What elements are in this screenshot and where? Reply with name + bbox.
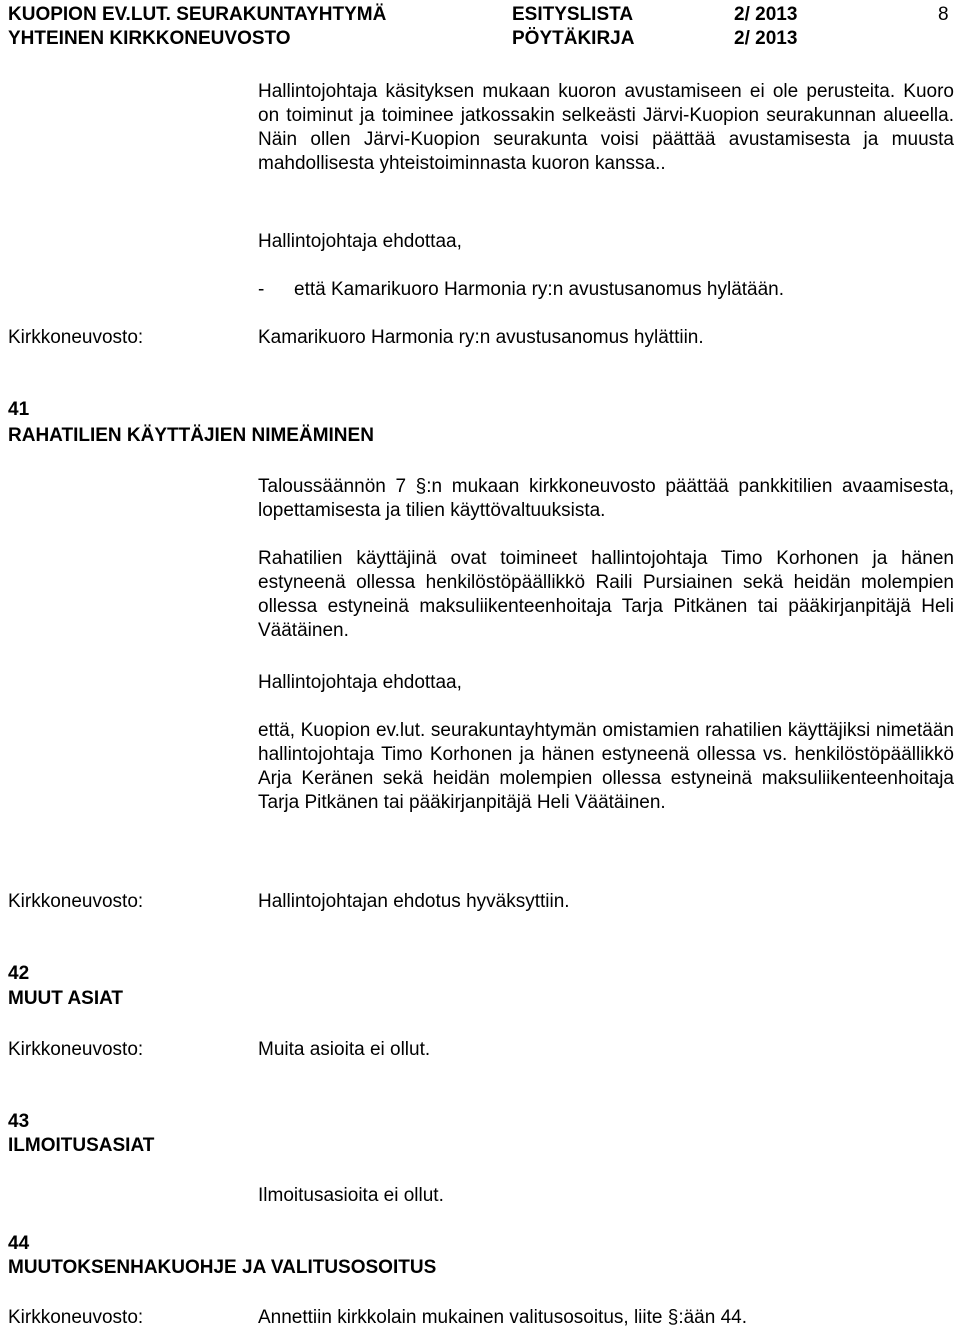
header-type-line2: PÖYTÄKIRJA [512,28,635,49]
intro-proposal [258,278,954,302]
section-41-proposal-intro: Hallintojohtaja ehdottaa, [258,672,462,693]
section-41-paragraph-2: Rahatilien käyttäjinä ovat toimineet hallintojohtaja Timo Korhonen ja hänen estyneenä ollessa henkilöstöpäällikkö Raili Pursiainen sekä heidän molempien ollessa estyneinä maksuliikenteenhoitaja Tarja Pitkänen tai pääkirjanpitäjä Heli Väätäinen. [258,548,954,641]
section-42-title: MUUT ASIAT [8,988,124,1009]
section-41-proposal-text: että, Kuopion ev.lut. seurakuntayhtymän omistamien rahatilien käyttäjiksi nimetään hallintojohtaja Timo Korhonen ja hänen estyneenä ollessa vs. henkilöstöpäällikkö Arja Keränen sekä heidän molempien ollessa estyneinä maksuliikenteenhoitaja Tarja Pitkänen tai pääkirjanpitäjä Heli Väätäinen. [258,720,954,813]
section-42-decision-text: Muita asioita ei ollut. [258,1039,431,1060]
section-41-title: RAHATILIEN KÄYTTÄJIEN NIMEÄMINEN [8,425,374,446]
header-type-line1: ESITYSLISTA [512,4,634,25]
section-42-number: 42 [8,963,30,984]
proposal-dash: - [258,279,265,300]
section-41-paragraph-1: Taloussäännön 7 §:n mukaan kirkkoneuvosto päättää pankkitilien avaamisesta, lopettamisesta ja tilien käyttövaltuuksista. [258,476,954,521]
section-44-decision-text: Annettiin kirkkolain mukainen valitusosoitus, liite §:ään 44. [258,1307,747,1328]
header-num-line2: 2/ 2013 [734,28,798,49]
section-44-decision-label: Kirkkoneuvosto: [8,1307,144,1328]
header-num-line1: 2/ 2013 [734,4,798,25]
header-org-line1: KUOPION EV.LUT. SEURAKUNTAYHTYMÄ [8,4,387,25]
section-41-decision-label: Kirkkoneuvosto: [8,891,144,912]
intro-proposal-text: että Kamarikuoro Harmonia ry:n avustusanomus hylätään. [294,279,785,300]
header-org-line2: YHTEINEN KIRKKONEUVOSTO [8,28,291,49]
intro-decision-text: Kamarikuoro Harmonia ry:n avustusanomus hylättiin. [258,327,704,348]
intro-decision-label: Kirkkoneuvosto: [8,327,144,348]
section-41-decision-text: Hallintojohtajan ehdotus hyväksyttiin. [258,891,570,912]
intro-proposal-intro: Hallintojohtaja ehdottaa, [258,231,462,252]
intro-paragraph: Hallintojohtaja käsityksen mukaan kuoron avustamiseen ei ole perusteita. Kuoro on toiminut ja toiminee jatkossakin selkeästi Järvi-Kuopion seurakunnan alueella. Näin ollen Järvi-Kuopion seurakunta voisi päättää avustamisesta ja muusta mahdollisesta yhteistoiminnasta kuoron kanssa.. [258,81,954,174]
section-43-title: ILMOITUSASIAT [8,1135,155,1156]
page-number: 8 [938,4,949,25]
section-43-text: Ilmoitusasioita ei ollut. [258,1185,444,1206]
section-44-title: MUUTOKSENHAKUOHJE JA VALITUSOSOITUS [8,1257,437,1278]
section-42-decision-label: Kirkkoneuvosto: [8,1039,144,1060]
section-43-number: 43 [8,1111,30,1132]
section-41-number: 41 [8,399,30,420]
section-44-number: 44 [8,1233,30,1254]
